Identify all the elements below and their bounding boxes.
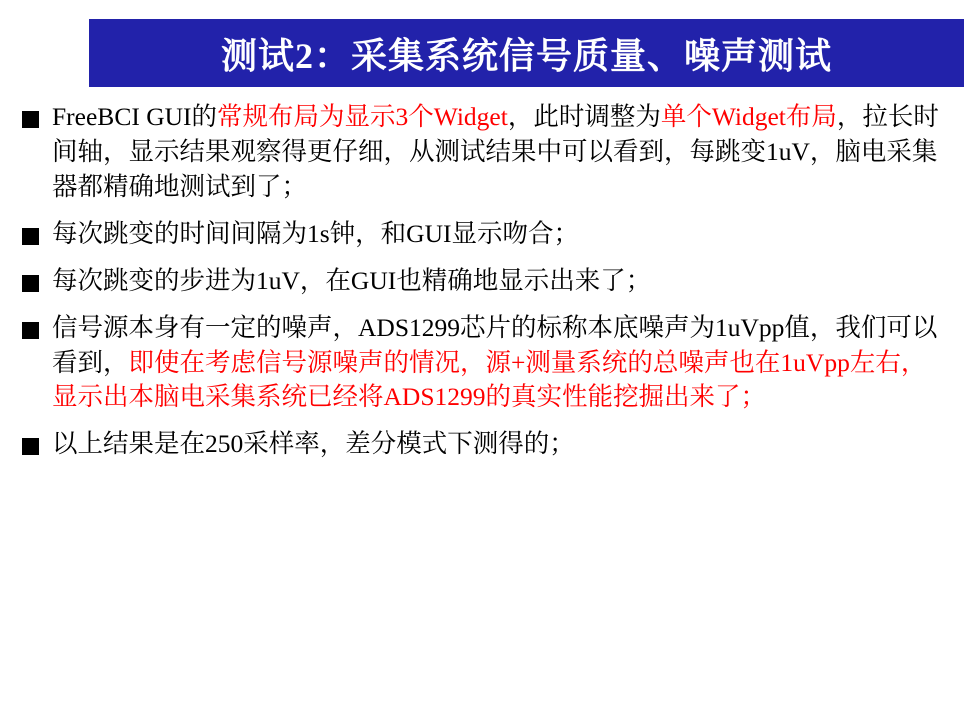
text-segment: 每次跳变的时间间隔为1s钟，和GUI显示吻合； (52, 218, 579, 248)
text-segment: 常规布局为显示3个Widget (217, 102, 508, 131)
bullet-text (52, 100, 948, 205)
bullet-text (52, 311, 948, 416)
bullet-text (52, 264, 948, 299)
text-segment: 以上结果是在250采样率，差分模式下测得的； (52, 429, 575, 459)
square-bullet-icon (22, 322, 39, 339)
square-bullet-icon (22, 111, 39, 128)
bullet-text (52, 217, 948, 252)
text-segment: 即使在考虑信号源噪声的情况，源+测量系统的总噪声也在1uVpp左右，显示出本脑电采集系统已经将ADS1299的真实性能挖掘出来了； (52, 347, 927, 412)
bullet-item (18, 311, 948, 416)
page-title: 测试2：采集系统信号质量、噪声测试 (220, 35, 832, 76)
square-bullet-icon (22, 438, 39, 455)
bullet-item (18, 264, 948, 299)
slide-body (18, 100, 948, 474)
bullet-item (18, 427, 948, 462)
text-segment: 单个Widget布局 (660, 102, 837, 131)
bullet-item (18, 217, 948, 252)
bullet-text (52, 427, 948, 462)
square-bullet-icon (22, 228, 39, 245)
text-segment: 信号源本身有一定的噪声，ADS1299芯片的标称本底噪声为1uVpp值，我们可以看到， (52, 312, 938, 377)
text-segment: ，此时调整为 (507, 102, 661, 131)
text-segment: 每次跳变的步进为1uV，在GUI也精确地显示出来了； (52, 265, 652, 295)
text-segment: ，拉长时间轴，显示结果观察得更仔细，从测试结果中可以看到，每跳变1uV，脑电采集器都精确地测试到了； (52, 102, 939, 201)
text-segment: FreeBCI GUI的 (52, 102, 218, 131)
square-bullet-icon (22, 275, 39, 292)
bullet-item (18, 100, 948, 205)
slide-title-bar (89, 19, 964, 87)
